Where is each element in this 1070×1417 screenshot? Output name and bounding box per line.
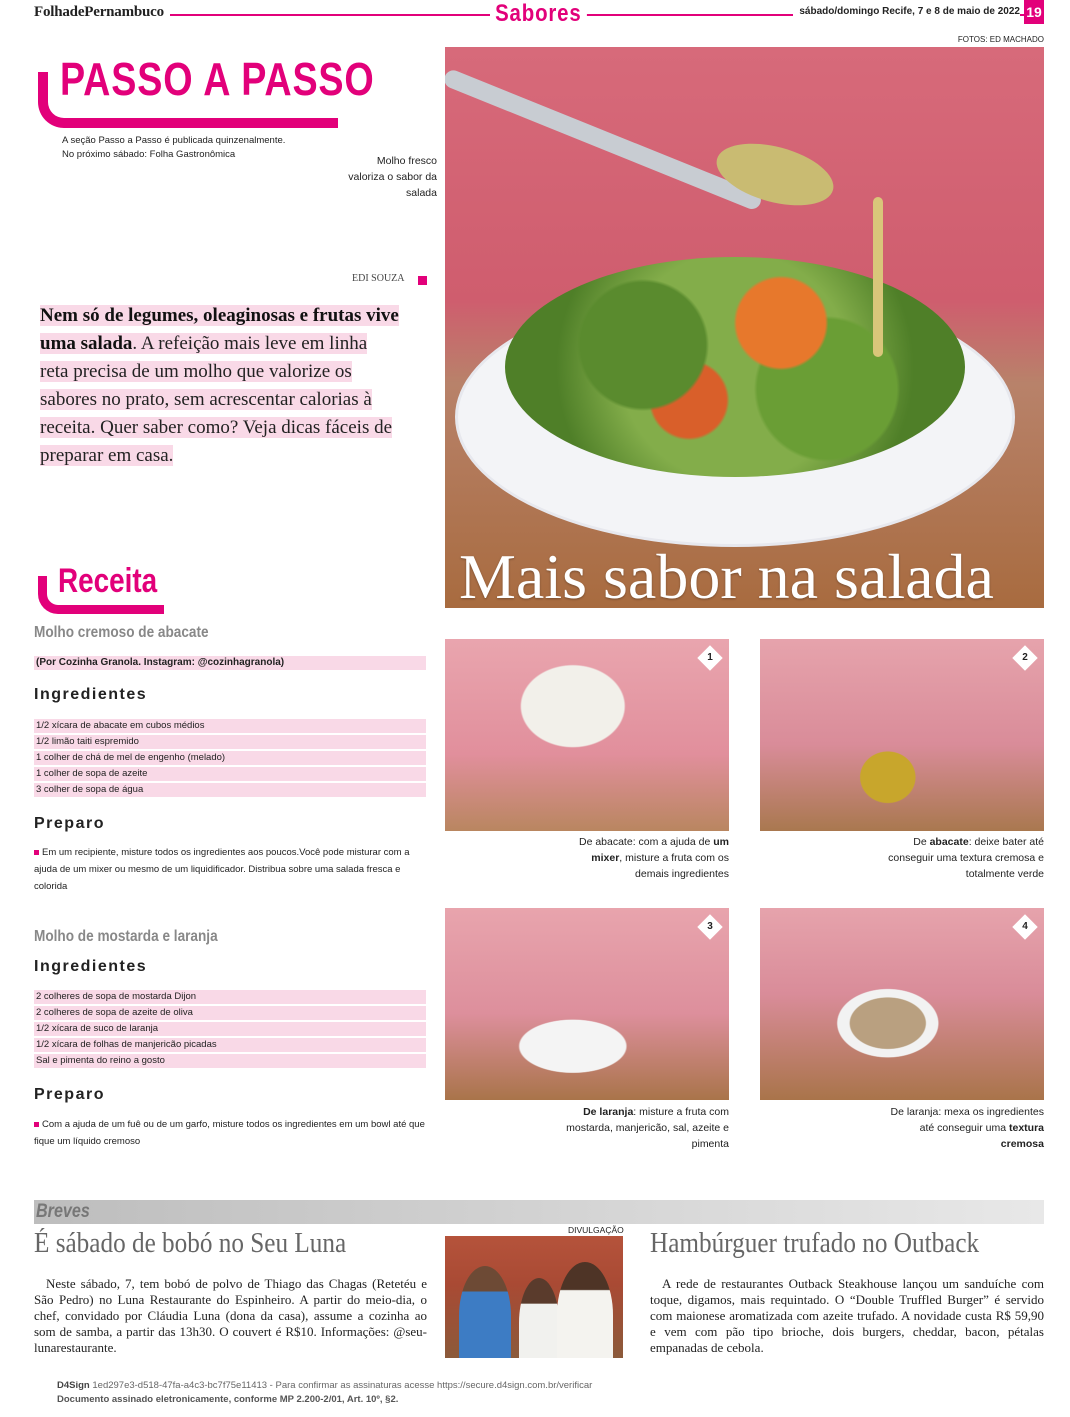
ingredient-item: 2 colheres de sopa de azeite de oliva [34, 1006, 426, 1020]
spoon-handle [445, 68, 764, 212]
step-number-badge [697, 914, 722, 939]
main-salad-photo [445, 47, 1044, 608]
receita-title: Receita [58, 562, 158, 600]
brief-left-text: Neste sábado, 7, tem bobó de polvo de Thiago das Chagas (Retetéu e São Pedro) no Luna Restaurante do Espinheiro. A partir do meio-dia, o chef, convidado por Cláudia Luna (dona da casa), assume a cozinha ao som de samba, a partir das 13h30. O couvert é R$10. Informações: @seu-lunarestaurante. [34, 1276, 427, 1355]
caption-text: De abacate: com a ajuda de [578, 836, 714, 848]
step-number: 4 [1022, 921, 1028, 932]
person-shape [459, 1266, 511, 1358]
main-photo-caption: Molho fresco valoriza o sabor da salada [348, 155, 437, 199]
recipe1-prep-label: Preparo [34, 815, 105, 832]
byline-square [418, 276, 427, 285]
step-photo-3 [445, 908, 729, 1100]
recipe2-prep [34, 1116, 426, 1150]
photo-headline: Mais sabor na salada [459, 541, 994, 608]
recipe2-ingredients-label: Ingredientes [34, 958, 148, 975]
passo-note [62, 134, 362, 162]
recipe2-name: Molho de mostarda e laranja [34, 928, 218, 945]
caption-text: De [913, 836, 930, 848]
signature-footer [57, 1380, 592, 1391]
step-caption-1 [560, 834, 729, 882]
page-number: 19 [1024, 0, 1044, 24]
recipe2-prep-label: Preparo [34, 1086, 105, 1103]
masthead: FolhadePernambuco [34, 4, 170, 21]
ingredient-item: 2 colheres de sopa de mostarda Dijon [34, 990, 426, 1004]
breves-bar [34, 1200, 1044, 1224]
brief-photo [445, 1236, 623, 1358]
dateline: sábado/domingo Recife, 7 e 8 de maio de 2022 [793, 6, 1020, 17]
ingredient-item: 3 colher de sopa de água [34, 783, 426, 797]
footer-line2: Documento assinado eletronicamente, conforme MP 2.200-2/01, Art. 10º, §2. [57, 1394, 399, 1405]
step-caption-3 [556, 1104, 729, 1152]
step-photo-4 [760, 908, 1044, 1100]
step-number: 1 [707, 652, 713, 663]
byline: EDI SOUZA [352, 273, 405, 284]
caption-text: , misture a fruta com os demais ingredientes [619, 852, 729, 880]
brief-left-headline: É sábado de bobó no Seu Luna [34, 1228, 347, 1259]
brief-right-text: A rede de restaurantes Outback Steakhouse lançou um sanduíche com toque, digamos, mais requintado. O “Double Truffled Burger” é servido com maionese aromatizada com azeite trufado. A novidade custa R$ 59,90 e vem com pão tipo brioche, dois burgers, cheddar, bacon, pétalas empanadas de cebola. [650, 1276, 1044, 1355]
step-number: 2 [1022, 652, 1028, 663]
brief-photo-credit: DIVULGAÇÃO [568, 1225, 624, 1235]
recipe1-ingredients-label: Ingredientes [34, 686, 148, 703]
lead-paragraph [40, 302, 400, 470]
brief-right-headline: Hambúrguer trufado no Outback [650, 1228, 980, 1259]
ingredient-item: 1/2 xícara de suco de laranja [34, 1022, 426, 1036]
photo-credit: FOTOS: ED MACHADO [957, 35, 1044, 44]
recipe1-name: Molho cremoso de abacate [34, 624, 209, 641]
step-number-badge [1012, 914, 1037, 939]
caption-text: : misture a fruta com mostarda, manjericão, sal, azeite e pimenta [566, 1106, 729, 1150]
step-photo-2 [760, 639, 1044, 831]
lead-bold: Nem só de legumes, oleaginosas e frutas vive uma salada [40, 305, 399, 354]
step-number-badge [1012, 645, 1037, 670]
passo-note-line1: A seção Passo a Passo é publicada quinzenalmente. [62, 135, 286, 146]
person-shape [557, 1262, 613, 1358]
section-title: Sabores [490, 0, 587, 28]
step-caption-4 [876, 1104, 1044, 1152]
step-caption-2 [880, 834, 1044, 882]
caption-text: De laranja: mexa os ingredientes até conseguir uma [890, 1106, 1044, 1134]
recipe1-prep-text: Em um recipiente, misture todos os ingredientes aos poucos.Você pode misturar com a ajuda de um mixer ou mesmo de um liquidificador. Distribua sobre uma salada fresca e colorida [34, 847, 410, 892]
caption-bold: abacate [929, 836, 969, 848]
passo-note-line2: No próximo sábado: Folha Gastronômica [62, 149, 236, 160]
caption-bold: textura cremosa [1000, 1122, 1044, 1150]
step-number: 3 [707, 921, 713, 932]
salad-shape [505, 257, 965, 477]
breves-label: Breves [36, 1201, 90, 1222]
passo-title: PASSO A PASSO [60, 53, 375, 105]
bullet-square [34, 1122, 39, 1127]
caption-bold: um mixer [591, 836, 729, 864]
ingredient-item: 1 colher de chá de mel de engenho (melado) [34, 751, 426, 765]
caption-text: : deixe bater até conseguir uma textura cremosa e totalmente verde [888, 836, 1044, 880]
bullet-square [34, 850, 39, 855]
ingredient-item: 1 colher de sopa de azeite [34, 767, 426, 781]
dressing-drip [873, 197, 883, 357]
footer-brand: D4Sign [57, 1380, 90, 1391]
recipe2-ingredients [34, 990, 426, 1070]
ingredient-item: Sal e pimenta do reino a gosto [34, 1054, 426, 1068]
step-number-badge [697, 645, 722, 670]
recipe1-prep [34, 844, 426, 895]
spoon-head [710, 132, 840, 216]
footer-line1: 1ed297e3-d518-47fa-a4c3-bc7f75e11413 - Para confirmar as assinaturas acesse https://secure.d4sign.com.br/verificar [92, 1380, 593, 1391]
lead-rest: . A refeição mais leve em linha reta precisa de um molho que valorize os sabores no prato, sem acrescentar calorias à receita. Quer saber como? Veja dicas fáceis de preparar em casa. [40, 333, 393, 466]
ingredient-item: 1/2 xícara de abacate em cubos médios [34, 719, 426, 733]
recipe1-ingredients [34, 719, 426, 799]
ingredient-item: 1/2 limão taiti espremido [34, 735, 426, 749]
caption-bold: De laranja [583, 1106, 634, 1118]
recipe1-source: (Por Cozinha Granola. Instagram: @cozinhagranola) [34, 656, 426, 670]
step-photo-1 [445, 639, 729, 831]
recipe2-prep-text: Com a ajuda de um fuê ou de um garfo, misture todos os ingredientes em um bowl até que fique um líquido cremoso [34, 1119, 425, 1147]
person-shape [519, 1278, 559, 1358]
ingredient-item: 1/2 xícara de folhas de manjericão picadas [34, 1038, 426, 1052]
